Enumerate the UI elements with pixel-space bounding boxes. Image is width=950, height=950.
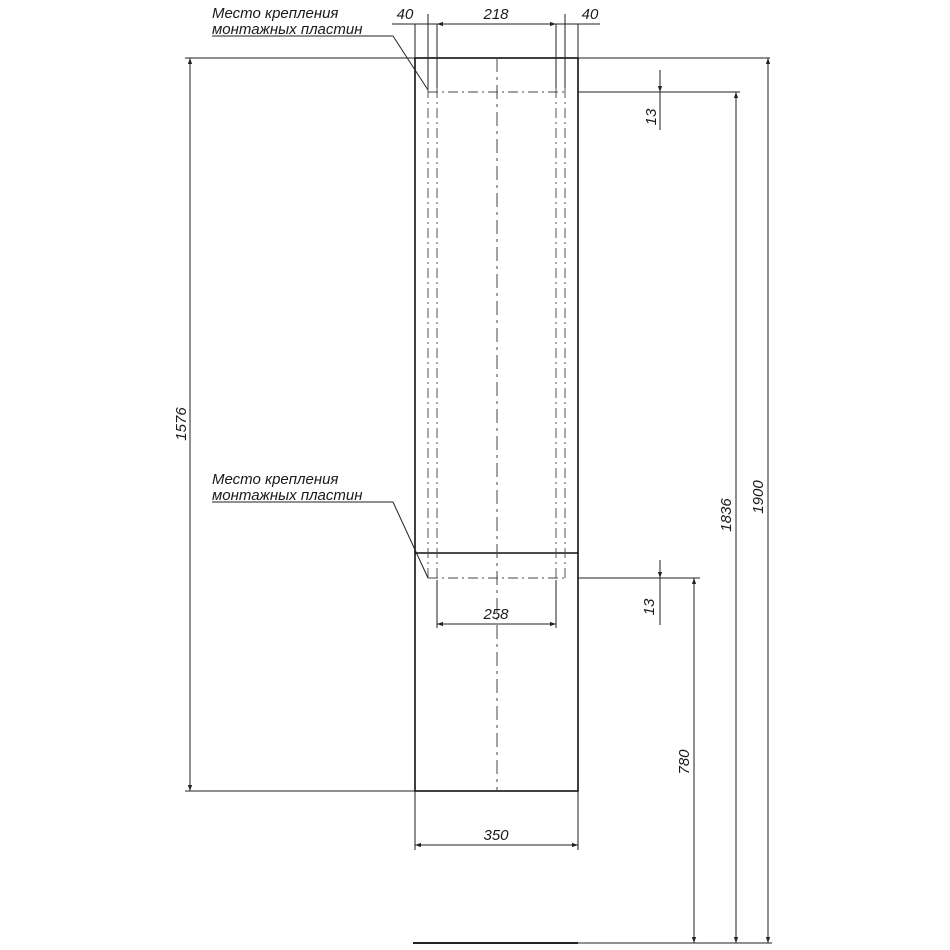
mid-mount-label-line2: монтажных пластин — [212, 487, 363, 504]
dim-top-span: 218 — [483, 6, 509, 23]
top-mount-label-line2: монтажных пластин — [212, 21, 363, 38]
dim-height-total: 1900 — [750, 480, 767, 514]
top-mount-gap-dim — [578, 58, 770, 130]
dim-height-lower: 780 — [676, 749, 693, 775]
cabinet-outline — [413, 58, 578, 943]
top-mount-leader — [212, 36, 428, 90]
dim-mid-mount-gap: 13 — [641, 598, 658, 616]
dim-height-left: 1576 — [173, 407, 190, 441]
dim-top-right-offset: 40 — [581, 6, 599, 23]
dim-mid-span: 258 — [483, 606, 509, 623]
mid-mount-label-line1: Место крепления — [212, 471, 339, 488]
dim-width: 350 — [483, 827, 509, 844]
top-mount-label-line1: Место крепления — [212, 5, 339, 22]
mid-mount-leader — [212, 502, 428, 578]
left-height-dim — [185, 58, 415, 791]
dim-height-top-mount: 1836 — [718, 498, 735, 532]
dim-top-mount-gap: 13 — [643, 108, 660, 126]
top-dimensions — [392, 14, 600, 88]
mid-mount-gap-dim — [578, 560, 700, 625]
top-mount-height-dim — [578, 92, 740, 943]
dim-top-left-offset: 40 — [396, 6, 414, 23]
